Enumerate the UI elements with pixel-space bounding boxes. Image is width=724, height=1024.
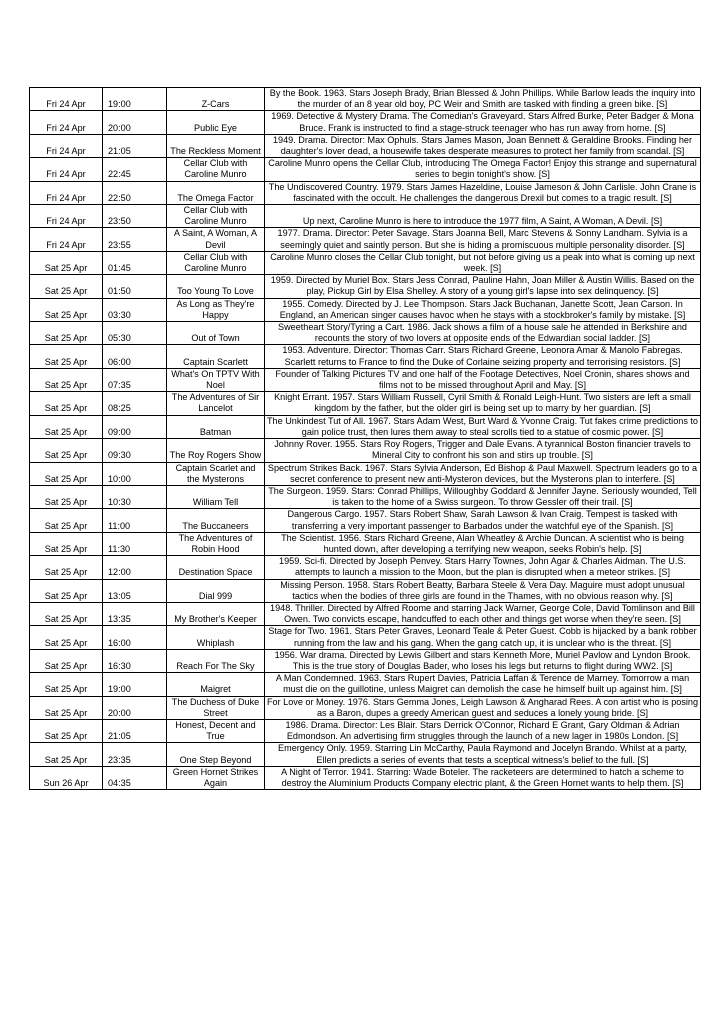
schedule-date: Sat 25 Apr	[30, 462, 103, 485]
schedule-time: 21:05	[103, 719, 167, 742]
table-row	[30, 439, 701, 462]
schedule-date: Fri 24 Apr	[30, 181, 103, 204]
table-row	[30, 275, 701, 298]
programme-title: Destination Space	[167, 556, 265, 579]
schedule-time: 19:00	[103, 88, 167, 111]
schedule-time: 16:30	[103, 649, 167, 672]
table-row	[30, 673, 701, 696]
schedule-date: Sat 25 Apr	[30, 485, 103, 508]
schedule-time: 10:30	[103, 485, 167, 508]
schedule-date: Sat 25 Apr	[30, 556, 103, 579]
schedule-date: Sat 25 Apr	[30, 392, 103, 415]
schedule-date: Sat 25 Apr	[30, 275, 103, 298]
schedule-time: 07:35	[103, 368, 167, 391]
programme-title: Whiplash	[167, 626, 265, 649]
schedule-time: 23:50	[103, 205, 167, 228]
programme-title: Public Eye	[167, 111, 265, 134]
schedule-date: Sun 26 Apr	[30, 766, 103, 789]
programme-title: Green Hornet Strikes Again	[167, 766, 265, 789]
table-row	[30, 766, 701, 789]
schedule-date: Sat 25 Apr	[30, 345, 103, 368]
programme-description: Emergency Only. 1959. Starring Lin McCarthy, Paula Raymond and Jocelyn Brando. Whilst at a party, Ellen predicts a series of events that tests a sceptical witness's belief to the full. [S]	[265, 743, 701, 766]
programme-description: 1955. Comedy. Directed by J. Lee Thompson. Stars Jack Buchanan, Janette Scott, Jean Carson. In England, an American singer causes havoc when he stays with a stockbroker's family by mistake. [S]	[265, 298, 701, 321]
programme-title: Honest, Decent and True	[167, 719, 265, 742]
programme-description: Knight Errant. 1957. Stars William Russell, Cyril Smith & Ronald Leigh-Hunt. Two sisters are left a small kingdom by the father, but the older girl is being set up to marry by her guardian. [S]	[265, 392, 701, 415]
schedule-time: 22:45	[103, 158, 167, 181]
programme-description: Caroline Munro opens the Cellar Club, introducing The Omega Factor! Enjoy this strange and supernatural series to begin tonight's show. [S]	[265, 158, 701, 181]
programme-description: 1959. Sci-fi. Directed by Joseph Penvey. Stars Harry Townes, John Agar & Charles Aidman. The U.S. attempts to launch a mission to the Moon, but the plan is disrupted when a meteor strikes. [S]	[265, 556, 701, 579]
schedule-time: 01:50	[103, 275, 167, 298]
schedule-date: Sat 25 Apr	[30, 719, 103, 742]
table-row	[30, 345, 701, 368]
schedule-time: 05:30	[103, 322, 167, 345]
schedule-time: 13:05	[103, 579, 167, 602]
programme-description: The Scientist. 1956. Stars Richard Greene, Alan Wheatley & Archie Duncan. A scientist who is being hunted down, after developing a terrifying new weapon, seeks Robin's help. [S]	[265, 532, 701, 555]
table-row	[30, 322, 701, 345]
schedule-date: Sat 25 Apr	[30, 743, 103, 766]
schedule-time: 13:35	[103, 602, 167, 625]
table-row	[30, 532, 701, 555]
programme-description: By the Book. 1963. Stars Joseph Brady, Brian Blessed & John Phillips. While Barlow leads the inquiry into the murder of an 8 year old boy, PC Weir and Smith are tasked with finding a green bike. [S]	[265, 88, 701, 111]
schedule-date: Fri 24 Apr	[30, 88, 103, 111]
programme-description: 1986. Drama. Director: Les Blair. Stars Derrick O'Connor, Richard E Grant, Gary Oldman & Adrian Edmondson. An advertising firm struggles through the launch of a new lager in 1980s London. [S]	[265, 719, 701, 742]
programme-title: The Reckless Moment	[167, 134, 265, 157]
programme-title: The Buccaneers	[167, 509, 265, 532]
schedule-time: 11:30	[103, 532, 167, 555]
table-row	[30, 228, 701, 251]
table-row	[30, 743, 701, 766]
schedule-date: Sat 25 Apr	[30, 626, 103, 649]
schedule-time: 22:50	[103, 181, 167, 204]
table-row	[30, 134, 701, 157]
schedule-table	[29, 87, 701, 790]
programme-description: 1959. Directed by Muriel Box. Stars Jess Conrad, Pauline Hahn, Joan Miller & Austin Willis. Based on the play, Pickup Girl by Elsa Shelley. A story of a young girl's lapse into sex delinquency. [S]	[265, 275, 701, 298]
schedule-time: 01:45	[103, 251, 167, 274]
programme-description: A Man Condemned. 1963. Stars Rupert Davies, Patricia Laffan & Terence de Marney. Tomorrow a man must die on the guillotine, unless Maigret can demolish the case he himself built up against him. [S]	[265, 673, 701, 696]
schedule-date: Sat 25 Apr	[30, 649, 103, 672]
programme-title: The Roy Rogers Show	[167, 439, 265, 462]
table-row	[30, 696, 701, 719]
schedule-time: 09:00	[103, 415, 167, 438]
programme-title: The Duchess of Duke Street	[167, 696, 265, 719]
programme-description: 1969. Detective & Mystery Drama. The Comedian's Graveyard. Stars Alfred Burke, Peter Badger & Mona Bruce. Frank is instructed to find a stage-struck teenager who has run away from home. [S]	[265, 111, 701, 134]
programme-title: Out of Town	[167, 322, 265, 345]
table-row	[30, 368, 701, 391]
programme-description: The Surgeon. 1959. Stars: Conrad Phillips, Willoughby Goddard & Jennifer Jayne. Seriously wounded, Tell is taken to the home of a Swiss surgeon. To throw Gessler off their trail. [S]	[265, 485, 701, 508]
table-row	[30, 626, 701, 649]
table-row	[30, 719, 701, 742]
programme-description: Up next, Caroline Munro is here to introduce the 1977 film, A Saint, A Woman, A Devil. [S]	[265, 205, 701, 228]
schedule-date: Sat 25 Apr	[30, 415, 103, 438]
programme-description: The Undiscovered Country. 1979. Stars James Hazeldine, Louise Jameson & John Carlisle. John Crane is fascinated with the occult. He challenges the dangerous Drexil but comes to a tragic result. [S]	[265, 181, 701, 204]
schedule-time: 12:00	[103, 556, 167, 579]
schedule-date: Fri 24 Apr	[30, 111, 103, 134]
programme-description: 1949. Drama. Director: Max Ophuls. Stars James Mason, Joan Bennett & Geraldine Brooks. Finding her daughter's lover dead, a housewife takes desperate measures to protect her family from scandal. [S]	[265, 134, 701, 157]
schedule-date: Sat 25 Apr	[30, 439, 103, 462]
schedule-date: Fri 24 Apr	[30, 158, 103, 181]
table-row	[30, 556, 701, 579]
schedule-time: 23:55	[103, 228, 167, 251]
programme-title: Cellar Club with Caroline Munro	[167, 205, 265, 228]
schedule-time: 06:00	[103, 345, 167, 368]
programme-description: Caroline Munro closes the Cellar Club tonight, but not before giving us a peak into what is coming up next week. [S]	[265, 251, 701, 274]
schedule-date: Sat 25 Apr	[30, 579, 103, 602]
table-row	[30, 251, 701, 274]
schedule-body	[30, 88, 701, 790]
programme-description: For Love or Money. 1976. Stars Gemma Jones, Leigh Lawson & Angharad Rees. A con artist who is posing as a Baron, dupes a greedy American guest and seduces a lonely young bride. [S]	[265, 696, 701, 719]
programme-title: William Tell	[167, 485, 265, 508]
table-row	[30, 509, 701, 532]
programme-title: Captain Scarlett	[167, 345, 265, 368]
table-row	[30, 111, 701, 134]
schedule-time: 03:30	[103, 298, 167, 321]
table-row	[30, 602, 701, 625]
programme-description: 1953. Adventure. Director: Thomas Carr. Stars Richard Greene, Leonora Amar & Manolo Fabregas. Scarlett returns to France to find the Duke of Corlaine seizing property and terrorising resistors. [S]	[265, 345, 701, 368]
programme-title: Too Young To Love	[167, 275, 265, 298]
programme-description: Sweetheart Story/Tyring a Cart. 1986. Jack shows a film of a house sale he attended in Berkshire and recounts the story of two lovers at opposite ends of the Edwardian social ladder. [S]	[265, 322, 701, 345]
schedule-date: Sat 25 Apr	[30, 298, 103, 321]
schedule-time: 11:00	[103, 509, 167, 532]
programme-description: Founder of Talking Pictures TV and one half of the Footage Detectives, Noel Cronin, shares shows and films not to be missed throughout April and May. [S]	[265, 368, 701, 391]
programme-title: The Adventures of Robin Hood	[167, 532, 265, 555]
schedule-date: Sat 25 Apr	[30, 368, 103, 391]
table-row	[30, 462, 701, 485]
schedule-time: 10:00	[103, 462, 167, 485]
programme-title: Cellar Club with Caroline Munro	[167, 251, 265, 274]
programme-title: My Brother's Keeper	[167, 602, 265, 625]
programme-description: 1977. Drama. Director: Peter Savage. Stars Joanna Bell, Marc Stevens & Sonny Landham. Sylvia is a seemingly quiet and saintly person. But she is hiding a promiscuous multiple personality disorder. [S]	[265, 228, 701, 251]
programme-title: Captain Scarlet and the Mysterons	[167, 462, 265, 485]
schedule-date: Sat 25 Apr	[30, 251, 103, 274]
table-row	[30, 649, 701, 672]
programme-title: Reach For The Sky	[167, 649, 265, 672]
schedule-time: 20:00	[103, 111, 167, 134]
schedule-date: Fri 24 Apr	[30, 205, 103, 228]
programme-title: Dial 999	[167, 579, 265, 602]
table-row	[30, 205, 701, 228]
programme-title: A Saint, A Woman, A Devil	[167, 228, 265, 251]
table-row	[30, 298, 701, 321]
schedule-date: Sat 25 Apr	[30, 509, 103, 532]
programme-description: Missing Person. 1958. Stars Robert Beatty, Barbara Steele & Vera Day. Maguire must adopt unusual tactics when the bodies of three girls are found in the Thames, with no obvious reason why. [S]	[265, 579, 701, 602]
programme-title: Maigret	[167, 673, 265, 696]
programme-description: 1956. War drama. Directed by Lewis Gilbert and stars Kenneth More, Muriel Pavlow and Lyndon Brook. This is the true story of Douglas Bader, who loses his legs but returns to flight during WW2. [S]	[265, 649, 701, 672]
schedule-time: 04:35	[103, 766, 167, 789]
programme-title: Z-Cars	[167, 88, 265, 111]
schedule-time: 20:00	[103, 696, 167, 719]
schedule-time: 21:05	[103, 134, 167, 157]
schedule-date: Fri 24 Apr	[30, 228, 103, 251]
programme-title: The Adventures of Sir Lancelot	[167, 392, 265, 415]
table-row	[30, 485, 701, 508]
schedule-time: 16:00	[103, 626, 167, 649]
programme-title: One Step Beyond	[167, 743, 265, 766]
schedule-time: 23:35	[103, 743, 167, 766]
programme-title: As Long as They're Happy	[167, 298, 265, 321]
programme-description: Johnny Rover. 1955. Stars Roy Rogers, Trigger and Dale Evans. A tyrannical Boston financier travels to Mineral City to confront his son and stirs up trouble. [S]	[265, 439, 701, 462]
programme-description: The Unkindest Tut of All. 1967. Stars Adam West, Burt Ward & Yvonne Craig. Tut fakes crime predictions to gain police trust, then lures them away to steal scrolls tied to a statue of cosmic power. [S]	[265, 415, 701, 438]
schedule-date: Sat 25 Apr	[30, 532, 103, 555]
programme-description: Dangerous Cargo. 1957. Stars Robert Shaw, Sarah Lawson & Ivan Craig. Tempest is tasked with transferring a very important passenger to Barbados under the watchful eye of the Spanish. [S]	[265, 509, 701, 532]
schedule-date: Sat 25 Apr	[30, 673, 103, 696]
schedule-time: 09:30	[103, 439, 167, 462]
table-row	[30, 415, 701, 438]
programme-description: Spectrum Strikes Back. 1967. Stars Sylvia Anderson, Ed Bishop & Paul Maxwell. Spectrum leaders go to a secret conference to present new anti-Mysteron devices, but the Mysterons plan to interfere. [S]	[265, 462, 701, 485]
programme-title: Cellar Club with Caroline Munro	[167, 158, 265, 181]
table-row	[30, 88, 701, 111]
schedule-date: Sat 25 Apr	[30, 322, 103, 345]
schedule-date: Sat 25 Apr	[30, 602, 103, 625]
schedule-date: Fri 24 Apr	[30, 134, 103, 157]
programme-title: What's On TPTV With Noel	[167, 368, 265, 391]
schedule-time: 08:25	[103, 392, 167, 415]
table-row	[30, 181, 701, 204]
programme-description: Stage for Two. 1961. Stars Peter Graves, Leonard Teale & Peter Guest. Cobb is hijacked by a bank robber running from the law and his gang. When the gang catch up, it is unclear who is the threat. [S]	[265, 626, 701, 649]
schedule-time: 19:00	[103, 673, 167, 696]
programme-description: A Night of Terror. 1941. Starring: Wade Boteler. The racketeers are determined to hatch a scheme to destroy the Aluminium Products Company electric plant, & the Green Hornet wants to help them. [S]	[265, 766, 701, 789]
programme-title: The Omega Factor	[167, 181, 265, 204]
table-row	[30, 579, 701, 602]
programme-description: 1948. Thriller. Directed by Alfred Roome and starring Jack Warner, George Cole, David Tomlinson and Bill Owen. Two convicts escape, handcuffed to each other and things get worse when they're seen. [S]	[265, 602, 701, 625]
schedule-date: Sat 25 Apr	[30, 696, 103, 719]
table-row	[30, 392, 701, 415]
table-row	[30, 158, 701, 181]
programme-title: Batman	[167, 415, 265, 438]
